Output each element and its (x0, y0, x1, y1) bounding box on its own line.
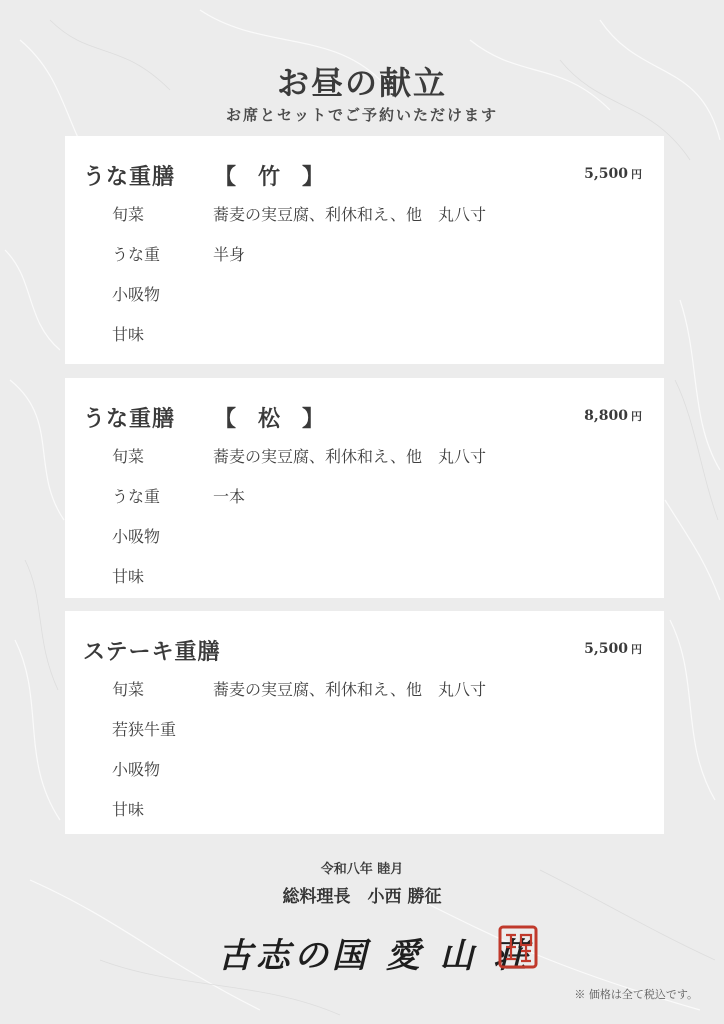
seal-stamp-icon (498, 925, 538, 969)
course-label: うな重 (112, 245, 161, 264)
menu-grade: 【 松 】 (214, 406, 325, 432)
course-label: 小吸物 (112, 527, 161, 546)
menu-card-unaju-take (65, 136, 664, 364)
menu-price (584, 641, 642, 657)
course-row (112, 677, 644, 717)
course-label: 若狭牛重 (112, 720, 177, 739)
course-list (112, 202, 644, 362)
page-subtitle: お席とセットでご予約いただけます (225, 106, 498, 124)
course-row (112, 797, 644, 837)
menu-card-header (83, 402, 642, 432)
course-row (112, 444, 644, 484)
course-label: 甘味 (112, 567, 145, 586)
course-list (112, 444, 644, 604)
menu-card-unaju-matsu (65, 378, 664, 598)
menu-name: ステーキ重膳 (83, 639, 221, 665)
head-chef-name: 総料理長 小西 勝征 (282, 887, 442, 907)
course-row (112, 564, 644, 604)
price-value: 8,800 (584, 408, 628, 424)
menu-card-header (83, 160, 642, 190)
price-value: 5,500 (584, 166, 628, 182)
price-currency: 円 (631, 168, 642, 181)
course-desc: 一本 (213, 487, 246, 506)
price-currency: 円 (631, 643, 642, 656)
issue-date: 令和八年 睦月 (320, 862, 404, 877)
menu-card-header (83, 635, 642, 665)
course-row (112, 322, 644, 362)
course-row (112, 717, 644, 757)
course-label: 小吸物 (112, 285, 161, 304)
course-row (112, 202, 644, 242)
course-row (112, 757, 644, 797)
course-label: 旬菜 (112, 205, 145, 224)
menu-name: うな重膳 (83, 406, 176, 432)
course-desc: 蕎麦の実豆腐、利休和え、他 丸八寸 (213, 680, 486, 699)
course-label: 小吸物 (112, 760, 161, 779)
page-title: お昼の献立 (276, 64, 447, 102)
course-desc: 半身 (213, 245, 246, 264)
menu-price (584, 166, 642, 182)
course-row (112, 524, 644, 564)
course-list (112, 677, 644, 837)
tax-note: ※ 価格は全て税込です。 (574, 988, 698, 1001)
menu-price (584, 408, 642, 424)
course-desc: 蕎麦の実豆腐、利休和え、他 丸八寸 (213, 447, 486, 466)
price-currency: 円 (631, 410, 642, 423)
menu-grade: 【 竹 】 (214, 164, 325, 190)
course-desc: 蕎麦の実豆腐、利休和え、他 丸八寸 (213, 205, 486, 224)
price-value: 5,500 (584, 641, 628, 657)
menu-name: うな重膳 (83, 164, 176, 190)
course-label: 旬菜 (112, 447, 145, 466)
restaurant-logo: 古志の国 愛 山 荘 (218, 936, 532, 976)
course-row (112, 282, 644, 322)
course-label: うな重 (112, 487, 161, 506)
course-label: 甘味 (112, 800, 145, 819)
course-label: 甘味 (112, 325, 145, 344)
course-row (112, 242, 644, 282)
menu-card-steak-ju (65, 611, 664, 834)
course-row (112, 484, 644, 524)
course-label: 旬菜 (112, 680, 145, 699)
